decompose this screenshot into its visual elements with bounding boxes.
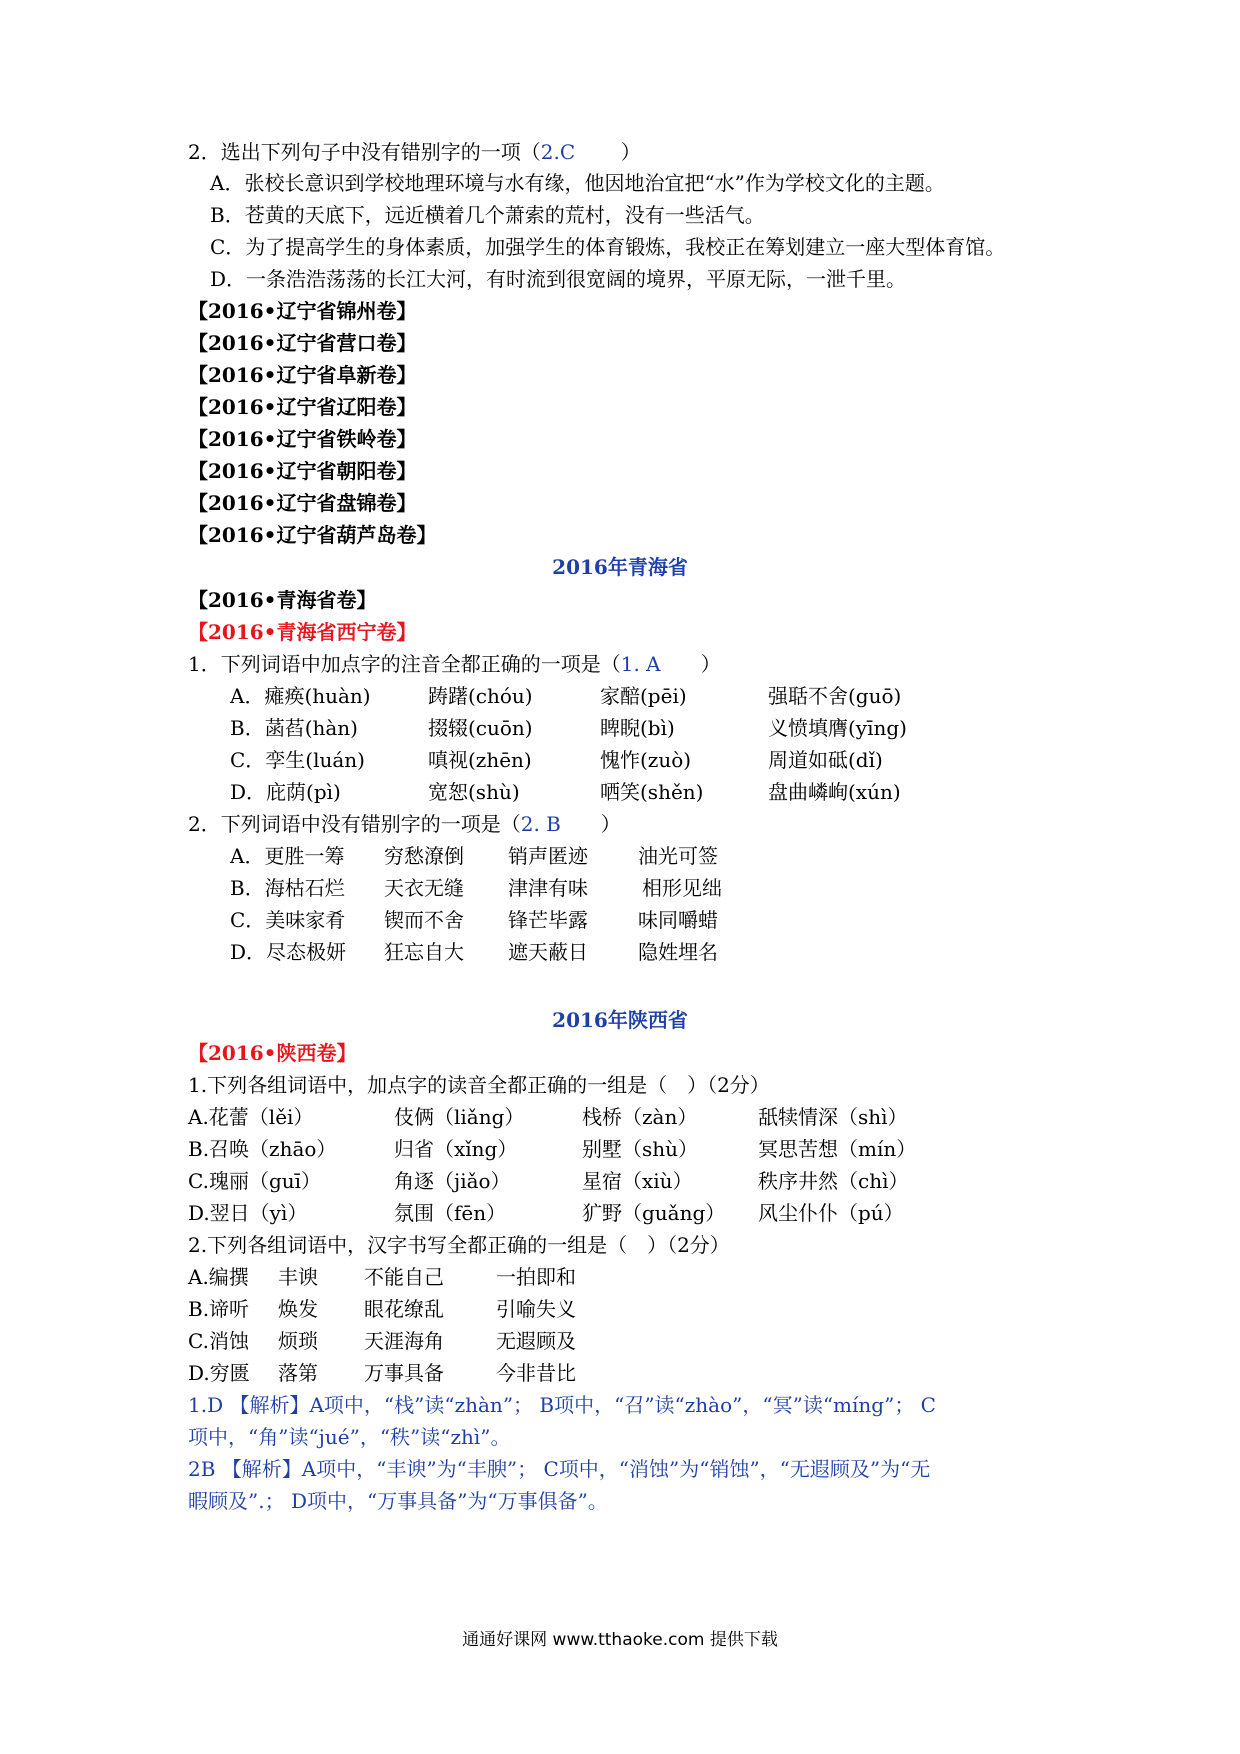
question-2-stem: 2．下列词语中没有错别字的一项是（2. B ） [188, 808, 621, 840]
analysis-line: 项中，“角”读“jué”，“秩”读“zhì”。 [188, 1425, 511, 1449]
option-d: D．一条浩浩荡荡的长江大河，有时流到很宽阔的境界，平原无际，一泄千里。 [210, 267, 907, 291]
page-footer: 通通好课网 www.tthaoke.com 提供下载 [462, 1630, 778, 1650]
answer: 1. A [620, 652, 661, 676]
analysis-line: 2B 【解析】A项中，“丰谀”为“丰腴”； C项中，“消蚀”为“销蚀”，“无遐顾及”为“无 [188, 1457, 931, 1481]
province-title: 2016年陕西省 [552, 1008, 688, 1032]
analysis-line: 暇顾及”.； D项中，“万事具备”为“万事俱备”。 [188, 1489, 608, 1513]
analysis-line: 1.D 【解析】A项中，“栈”读“zhàn”； B项中，“召”读“zhào”，“冥”读“míng”； C [188, 1393, 936, 1417]
answer: 2.C [540, 140, 576, 164]
option-a: A．张校长意识到学校地理环境与水有缘，他因地治宜把“水”作为学校文化的主题。 [210, 171, 945, 195]
answer: 2. B [520, 812, 561, 836]
section-header: 【2016•辽宁省葫芦岛卷】 [188, 523, 437, 547]
question-2-stem: 2．选出下列句子中没有错别字的一项（2.C ） [188, 136, 641, 168]
section-header: 【2016•辽宁省朝阳卷】 [188, 459, 417, 483]
question-2-stem: 2.下列各组词语中，汉字书写全都正确的一组是（ ）（2分） [188, 1233, 730, 1257]
question-1-stem: 1.下列各组词语中，加点字的读音全都正确的一组是（ ）（2分） [188, 1073, 770, 1097]
province-title: 2016年青海省 [552, 555, 688, 579]
section-header: 【2016•辽宁省锦州卷】 [188, 299, 417, 323]
section-header: 【2016•青海省卷】 [188, 588, 377, 612]
section-header-highlight: 【2016•青海省西宁卷】 [188, 620, 417, 644]
option-c: C．为了提高学生的身体素质，加强学生的体育锻炼，我校正在筹划建立一座大型体育馆。 [210, 235, 1006, 259]
section-header: 【2016•辽宁省阜新卷】 [188, 363, 417, 387]
option-b: B．苍黄的天底下，远近横着几个萧索的荒村，没有一些活气。 [210, 203, 765, 227]
question-1-stem: 1．下列词语中加点字的注音全都正确的一项是（1. A ） [188, 648, 721, 680]
document-page: 2．选出下列句子中没有错别字的一项（2.C ） A．张校长意识到学校地理环境与水有缘，他因地治宜把“水”作为学校文化的主题。 B．苍黄的天底下，远近横着几个萧索的荒村，没有一些活气。 C．为了提高学生的身体素质，加强学生的体育锻炼，我校正在筹划建立一座大型体育馆。 D．一条浩浩荡荡的长江大河，有时流到很宽阔的境界，平原无际，一泄千里。 【2016•辽宁省锦州卷】 【2016•辽宁省营口卷】 【2016•辽宁省阜新卷】 【2016•辽宁省辽阳卷】 【2016•辽宁省铁岭卷】 【2016•辽宁省朝阳卷】 【2016•辽宁省盘锦卷】 【2016•辽宁省葫芦岛卷】 2016年青海省 【2016•青海省卷】 【2016•青海省西宁卷】 1．下列词语中加点字的注音全都正确的一项是（1. A ） A．瘫痪(huàn) 踌躇(chóu) 家醅(pēi) 强聒不舍(guō) B．菡萏(hàn) 掇辍(cuōn) 睥睨(bì) 义愤填膺(yīng) C．孪生(luán) 嗔视(zhēn) 愧怍(zuò) 周道如砥(dǐ) D．庇荫(pì) 宽恕(shù) 哂笑(shěn) 盘曲嶙峋(xún) 2．下列词语中没有错别字的一项是（2. B ） A．更胜一筹 穷愁潦倒 销声匿迹 油光可签 B．海枯石烂 天衣无缝 津津有味 相形见绌 C．美味家肴 锲而不舍 锋芒毕露 味同嚼蜡 D．尽态极妍 狂忘自大 遮天蔽日 隐姓埋名 2016年陕西省 【2016•陕西卷】 1.下列各组词语中，加点字的读音全都正确的一组是（ ）（2分） A.花蕾（lěi） 伎俩（liǎng） 栈桥（zàn） 舐犊情深（shì） B.召唤（zhāo） 归省（xǐng） 别墅（shù） 冥思苦想（mín） C.瑰丽（guī） 角逐（jiǎo） 星宿（xiù） 秩序井然（chì） D.翌日（yì） 氛围（fēn） 犷野（guǎng） 风尘仆仆（pú） 2.下列各组词语中，汉字书写全都正确的一组是（ ）（2分） A.编撰 丰谀 不能自己 一拍即和 B.谛听 焕发 眼花缭乱 引喻失义 C.消蚀 烦琐 天涯海角 无遐顾及 D.穷匮 落第 万事具备 今非昔比 1.D 【解析】A项中，“栈”读“zhàn”； B项中，“召”读“zhào”，“冥”读“míng”； C 项中，“角”读“jué”，“秩”读“zhì”。 2B 【解析】A项中，“丰谀”为“丰腴”； C项中，“消蚀”为“销蚀”，“无遐顾及”为“无 暇顾及”.； D项中，“万事具备”为“万事俱备”。 通通好课网 www.tthaoke.com 提供下载 [0, 0, 1240, 1754]
section-header-highlight: 【2016•陕西卷】 [188, 1041, 357, 1065]
section-header: 【2016•辽宁省营口卷】 [188, 331, 417, 355]
section-header: 【2016•辽宁省铁岭卷】 [188, 427, 417, 451]
section-header: 【2016•辽宁省盘锦卷】 [188, 491, 417, 515]
section-header: 【2016•辽宁省辽阳卷】 [188, 395, 417, 419]
